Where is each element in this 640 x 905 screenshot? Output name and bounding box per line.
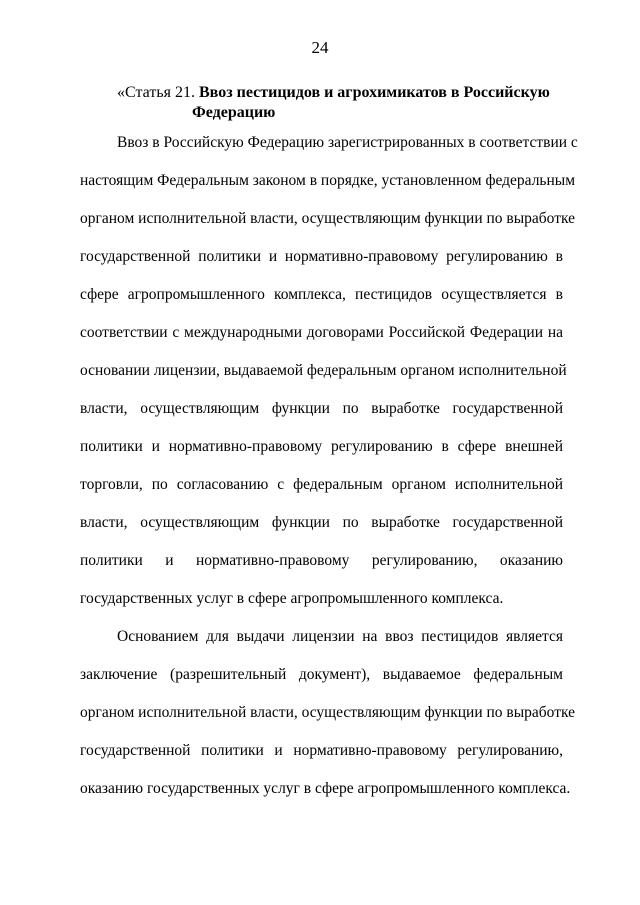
paragraph-2-line-2: заключение (разрешительный документ), выдаваемое федеральным (80, 666, 563, 683)
paragraph-1-line-10: торговли, по согласованию с федеральным органом исполнительной (80, 476, 563, 493)
article-prefix: «Статья 21. (117, 84, 195, 101)
paragraph-1-line-6: соответствии с международными договорами Российской Федерации на (80, 324, 563, 341)
paragraph-1-line-3: органом исполнительной власти, осуществляющим функции по выработке (80, 210, 576, 227)
article-heading (117, 83, 550, 123)
page-number: 24 (311, 38, 329, 57)
paragraph-2-line-3: органом исполнительной власти, осуществляющим функции по выработке (80, 704, 576, 721)
paragraph-1-line-13: государственных услуг в сфере агропромышленного комплекса. (80, 590, 504, 607)
article-title-line-2: Федерацию (192, 104, 276, 121)
paragraph-2-line-1: Основанием для выдачи лицензии на ввоз пестицидов является (117, 628, 563, 645)
paragraph-1-line-5: сфере агропромышленного комплекса, пестицидов осуществляется в (80, 286, 563, 303)
paragraph-1-line-12: политики и нормативно-правовому регулированию, оказанию (80, 552, 563, 569)
paragraph-1-line-11: власти, осуществляющим функции по выработке государственной (80, 514, 563, 531)
paragraph-1-line-9: политики и нормативно-правовому регулированию в сфере внешней (80, 438, 563, 455)
paragraph-1-line-1: Ввоз в Российскую Федерацию зарегистрированных в соответствии с (117, 134, 578, 151)
paragraph-2-line-4: государственной политики и нормативно-правовому регулированию, (80, 742, 563, 759)
article-heading-row-1 (117, 83, 550, 103)
paragraph-1-line-8: власти, осуществляющим функции по выработке государственной (80, 400, 563, 417)
paragraph-1-line-2: настоящим Федеральным законом в порядке, установленном федеральным (80, 172, 576, 189)
paragraph-1-line-7: основании лицензии, выдаваемой федеральным органом исполнительной (80, 362, 567, 379)
paragraph-2-line-5: оказанию государственных услуг в сфере агропромышленного комплекса. (80, 780, 571, 797)
paragraph-1-line-4: государственной политики и нормативно-правовому регулированию в (80, 248, 563, 265)
article-title-line-1: Ввоз пестицидов и агрохимикатов в Российскую (198, 84, 550, 101)
